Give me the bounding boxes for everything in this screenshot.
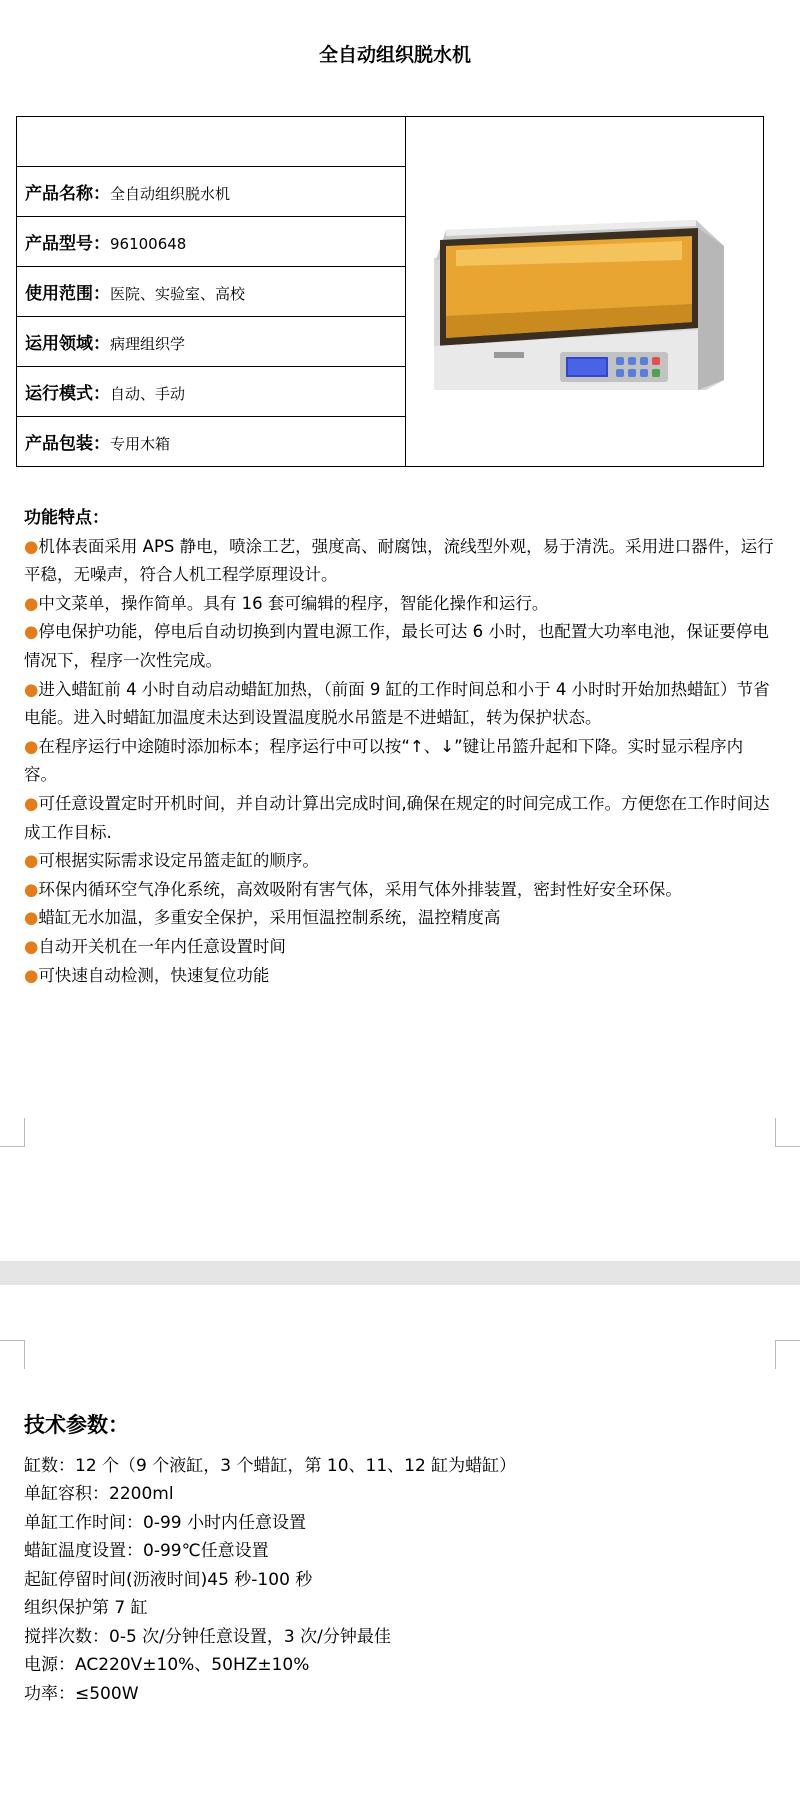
spec-label: 运行模式：	[25, 384, 110, 404]
crop-mark	[775, 1118, 800, 1147]
param-item: 搅拌次数：0-5 次/分钟任意设置，3 次/分钟最佳	[24, 1626, 391, 1647]
features-section	[24, 504, 776, 990]
feature-list	[24, 533, 776, 991]
feature-item	[24, 618, 776, 675]
spec-cell-product-name	[17, 167, 406, 217]
bullet-icon: ●	[24, 851, 39, 871]
bullet-icon: ●	[24, 936, 39, 956]
crop-mark	[0, 1118, 25, 1147]
feature-item	[24, 962, 776, 991]
feature-item	[24, 533, 776, 590]
param-item: 组织保护第 7 缸	[24, 1598, 148, 1618]
spec-value: 96100648	[110, 235, 187, 253]
feature-item	[24, 847, 776, 876]
spec-cell-package	[17, 417, 406, 467]
crop-mark	[775, 1340, 800, 1369]
page-title: 全自动组织脱水机	[318, 44, 471, 66]
params-section	[24, 1411, 776, 1708]
param-item: 缸数：12 个（9 个液缸，3 个蜡缸，第 10、11、12 缸为蜡缸）	[24, 1455, 517, 1476]
feature-text: 蜡缸无水加温，多重安全保护，采用恒温控制系统，温控精度高	[38, 908, 501, 928]
spec-label: 产品型号：	[25, 234, 110, 254]
feature-item	[24, 904, 776, 933]
spec-value: 医院、实验室、高校	[110, 285, 246, 303]
param-item: 单缸工作时间：0-99 小时内任意设置	[24, 1512, 306, 1533]
product-image-cell	[406, 117, 764, 467]
bullet-icon: ●	[24, 536, 39, 556]
spec-label: 运用领域：	[25, 334, 110, 354]
spec-table	[16, 116, 764, 467]
feature-text: 自动开关机在一年内任意设置时间	[38, 936, 286, 956]
feature-item	[24, 933, 776, 962]
product-image	[406, 140, 780, 440]
bullet-icon: ●	[24, 908, 39, 928]
feature-item	[24, 676, 776, 733]
param-item: 蜡缸温度设置：0-99℃任意设置	[24, 1541, 269, 1561]
feature-text: 停电保护功能，停电后自动切换到内置电源工作，最长可达 6 小时，也配置大功率电池，保证要停电情况下，程序一次性完成。	[24, 622, 769, 670]
feature-text: 进入蜡缸前 4 小时自动启动蜡缸加热，（前面 9 缸的工作时间总和小于 4 小时时开始加热蜡缸）节省电能。进入时蜡缸加温度未达到设置温度脱水吊篮是不进蜡缸，转为保护状态。	[24, 679, 770, 728]
feature-item	[24, 733, 776, 790]
page-separator	[0, 1261, 800, 1285]
bullet-icon: ●	[24, 793, 39, 813]
table-row	[17, 117, 764, 167]
feature-text: 可任意设置定时开机时间，并自动计算出完成时间,确保在规定的时间完成工作。方便您在工作时间达成工作目标.	[24, 793, 770, 842]
spec-cell-field	[17, 317, 406, 367]
spec-cell-empty	[17, 117, 406, 167]
feature-item	[24, 790, 776, 847]
feature-item	[24, 876, 776, 905]
feature-item	[24, 590, 776, 619]
bullet-icon: ●	[24, 679, 39, 699]
spec-value: 全自动组织脱水机	[110, 185, 231, 203]
spec-value: 自动、手动	[110, 385, 186, 403]
crop-mark	[0, 1340, 25, 1369]
bullet-icon: ●	[24, 593, 39, 613]
feature-text: 可根据实际需求设定吊篮走缸的顺序。	[38, 851, 319, 871]
bullet-icon: ●	[24, 879, 39, 899]
param-item: 单缸容积：2200ml	[24, 1484, 174, 1504]
spec-cell-mode	[17, 367, 406, 417]
params-heading: 技术参数：	[24, 1413, 129, 1437]
feature-text: 环保内循环空气净化系统，高效吸附有害气体，采用气体外排装置，密封性好安全环保。	[38, 879, 682, 899]
spec-cell-scope	[17, 267, 406, 317]
feature-text: 在程序运行中途随时添加标本；程序运行中可以按“↑、↓”键让吊篮升起和下降。实时显示程序内容。	[24, 736, 744, 785]
feature-text: 可快速自动检测，快速复位功能	[38, 965, 270, 985]
param-item: 电源：AC220V±10%、50HZ±10%	[24, 1655, 310, 1675]
bullet-icon: ●	[24, 965, 39, 985]
feature-text: 中文菜单，操作简单。具有 16 套可编辑的程序，智能化操作和运行。	[38, 593, 549, 613]
spec-label: 使用范围：	[25, 284, 110, 304]
spec-label: 产品包装：	[25, 434, 110, 454]
param-item: 功率：≤500W	[24, 1683, 139, 1704]
spec-cell-model	[17, 217, 406, 267]
feature-text: 机体表面采用 APS 静电，喷涂工艺，强度高、耐腐蚀，流线型外观，易于清洗。采用进口器件，运行平稳，无噪声，符合人机工程学原理设计。	[24, 536, 774, 585]
spec-label: 产品名称：	[25, 184, 110, 204]
param-list	[24, 1452, 776, 1709]
bullet-icon: ●	[24, 622, 39, 642]
param-item: 起缸停留时间(沥液时间)45 秒-100 秒	[24, 1569, 313, 1590]
bullet-icon: ●	[24, 736, 39, 756]
spec-value: 病理组织学	[110, 335, 186, 353]
spec-value: 专用木箱	[110, 435, 171, 453]
features-heading: 功能特点：	[24, 508, 109, 528]
